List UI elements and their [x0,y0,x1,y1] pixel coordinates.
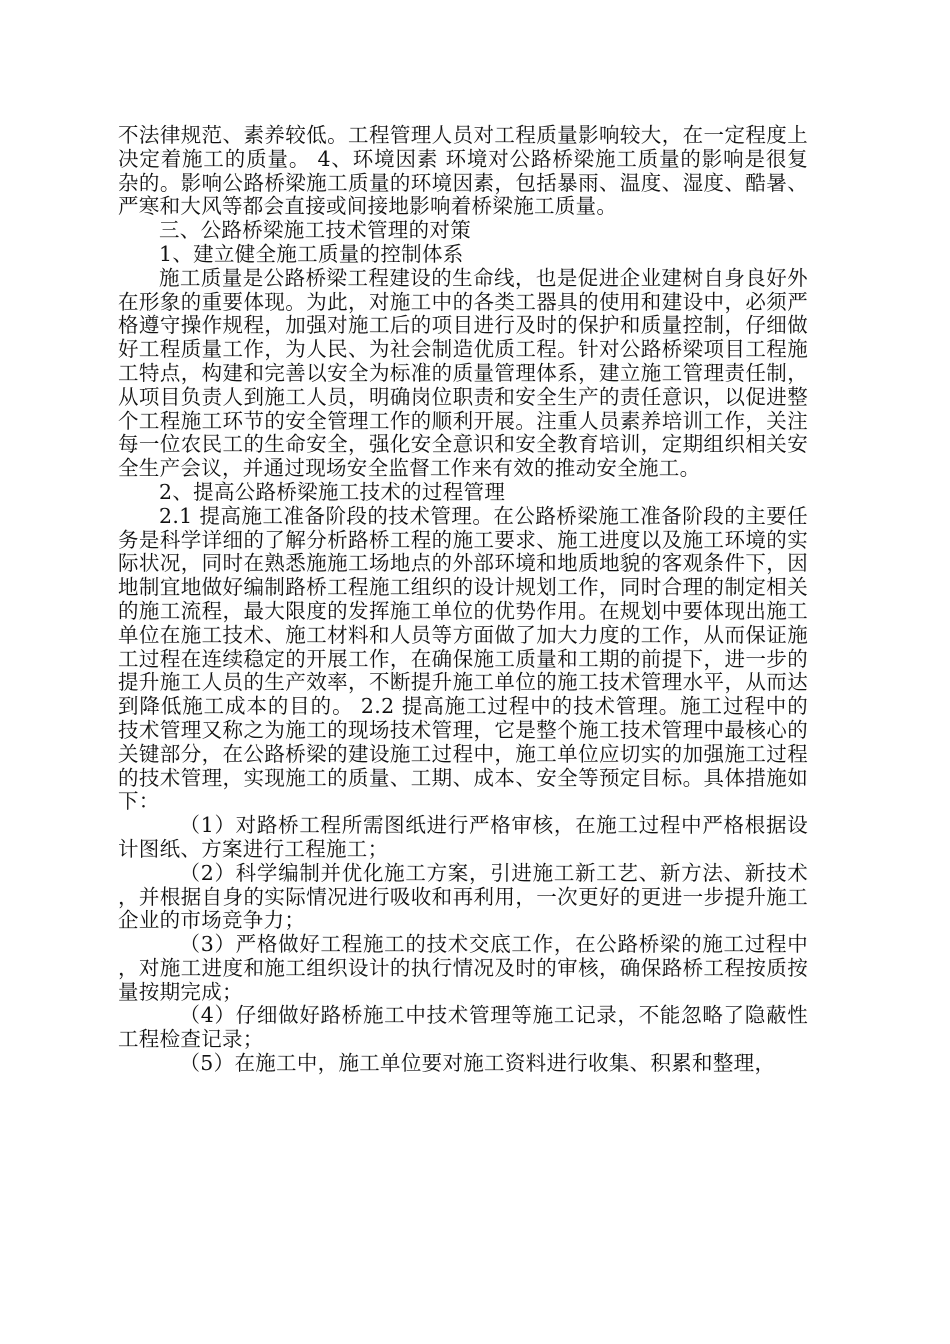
list-item: （1）对路桥工程所需图纸进行严格审核，在施工过程中严格根据设计图纸、方案进行工程施工； [118,813,808,861]
body-paragraph: 施工质量是公路桥梁工程建设的生命线，也是促进企业建树自身良好外在形象的重要体现。为此，对施工中的各类工器具的使用和建设中，必须严格遵守操作规程，加强对施工后的项目进行及时的保护和质量控制，仔细做好工程质量工作，为人民、为社会制造优质工程。针对公路桥梁项目工程施工特点，构建和完善以安全为标准的质量管理体系，建立施工管理责任制，从项目负责人到施工人员，明确岗位职责和安全生产的责任意识，以促进整个工程施工环节的安全管理工作的顺利开展。注重人员素养培训工作，关注每一位农民工的生命安全，强化安全意识和安全教育培训，定期组织相关安全生产会议，并通过现场安全监督工作来有效的推动安全施工。 [118,265,808,481]
list-item: （2）科学编制并优化施工方案，引进施工新工艺、新方法、新技术，并根据自身的实际情况进行吸收和再利用，一次更好的更进一步提升施工企业的市场竞争力； [118,860,808,933]
list-item: （4）仔细做好路桥施工中技术管理等施工记录，不能忽略了隐蔽性工程检查记录； [118,1003,808,1052]
list-item: （3）严格做好工程施工的技术交底工作，在公路桥梁的施工过程中，对施工进度和施工组织设计的执行情况及时的审核，确保路桥工程按质按量按期完成； [118,932,808,1004]
list-item: （5）在施工中，施工单位要对施工资料进行收集、积累和整理， [179,1051,776,1076]
section-heading: 三、公路桥梁施工技术管理的对策 [159,218,471,243]
body-paragraph: 不法律规范、素养较低。工程管理人员对工程质量影响较大，在一定程度上决定着施工的质量。 4、环境因素 环境对公路桥梁施工质量的影响是很复杂的。影响公路桥梁施工质量的环境因素，包括暴雨、温度、湿度、酷暑、严寒和大风等都会直接或间接地影响着桥梁施工质量。 [118,123,808,219]
subsection-heading: 2、提高公路桥梁施工技术的过程管理 [159,479,506,504]
subsection-heading: 1、建立健全施工质量的控制体系 [159,241,464,266]
document-page [118,124,808,1076]
body-paragraph: 2.1 提高施工准备阶段的技术管理。在公路桥梁施工准备阶段的主要任务是科学详细的了解分析路桥工程的施工要求、施工进度以及施工环境的实际状况，同时在熟悉施施工场地点的外部环境和地质地貌的客观条件下，因地制宜地做好编制路桥工程施工组织的设计规划工作，同时合理的制定相关的施工流程，最大限度的发挥施工单位的优势作用。在规划中要体现出施工单位在施工技术、施工材料和人员等方面做了加大力度的工作，从而保证施工过程在连续稳定的开展工作，在确保施工质量和工期的前提下，进一步的提升施工人员的生产效率，不断提升施工单位的施工技术管理水平，从而达到降低施工成本的目的。 2.2 提高施工过程中的技术管理。施工过程中的技术管理又称之为施工的现场技术管理，它是整个施工技术管理中最核心的关键部分，在公路桥梁的建设施工过程中，施工单位应切实的加强施工过程的技术管理，实现施工的质量、工期、成本、安全等预定目标。具体措施如下： [118,503,808,814]
